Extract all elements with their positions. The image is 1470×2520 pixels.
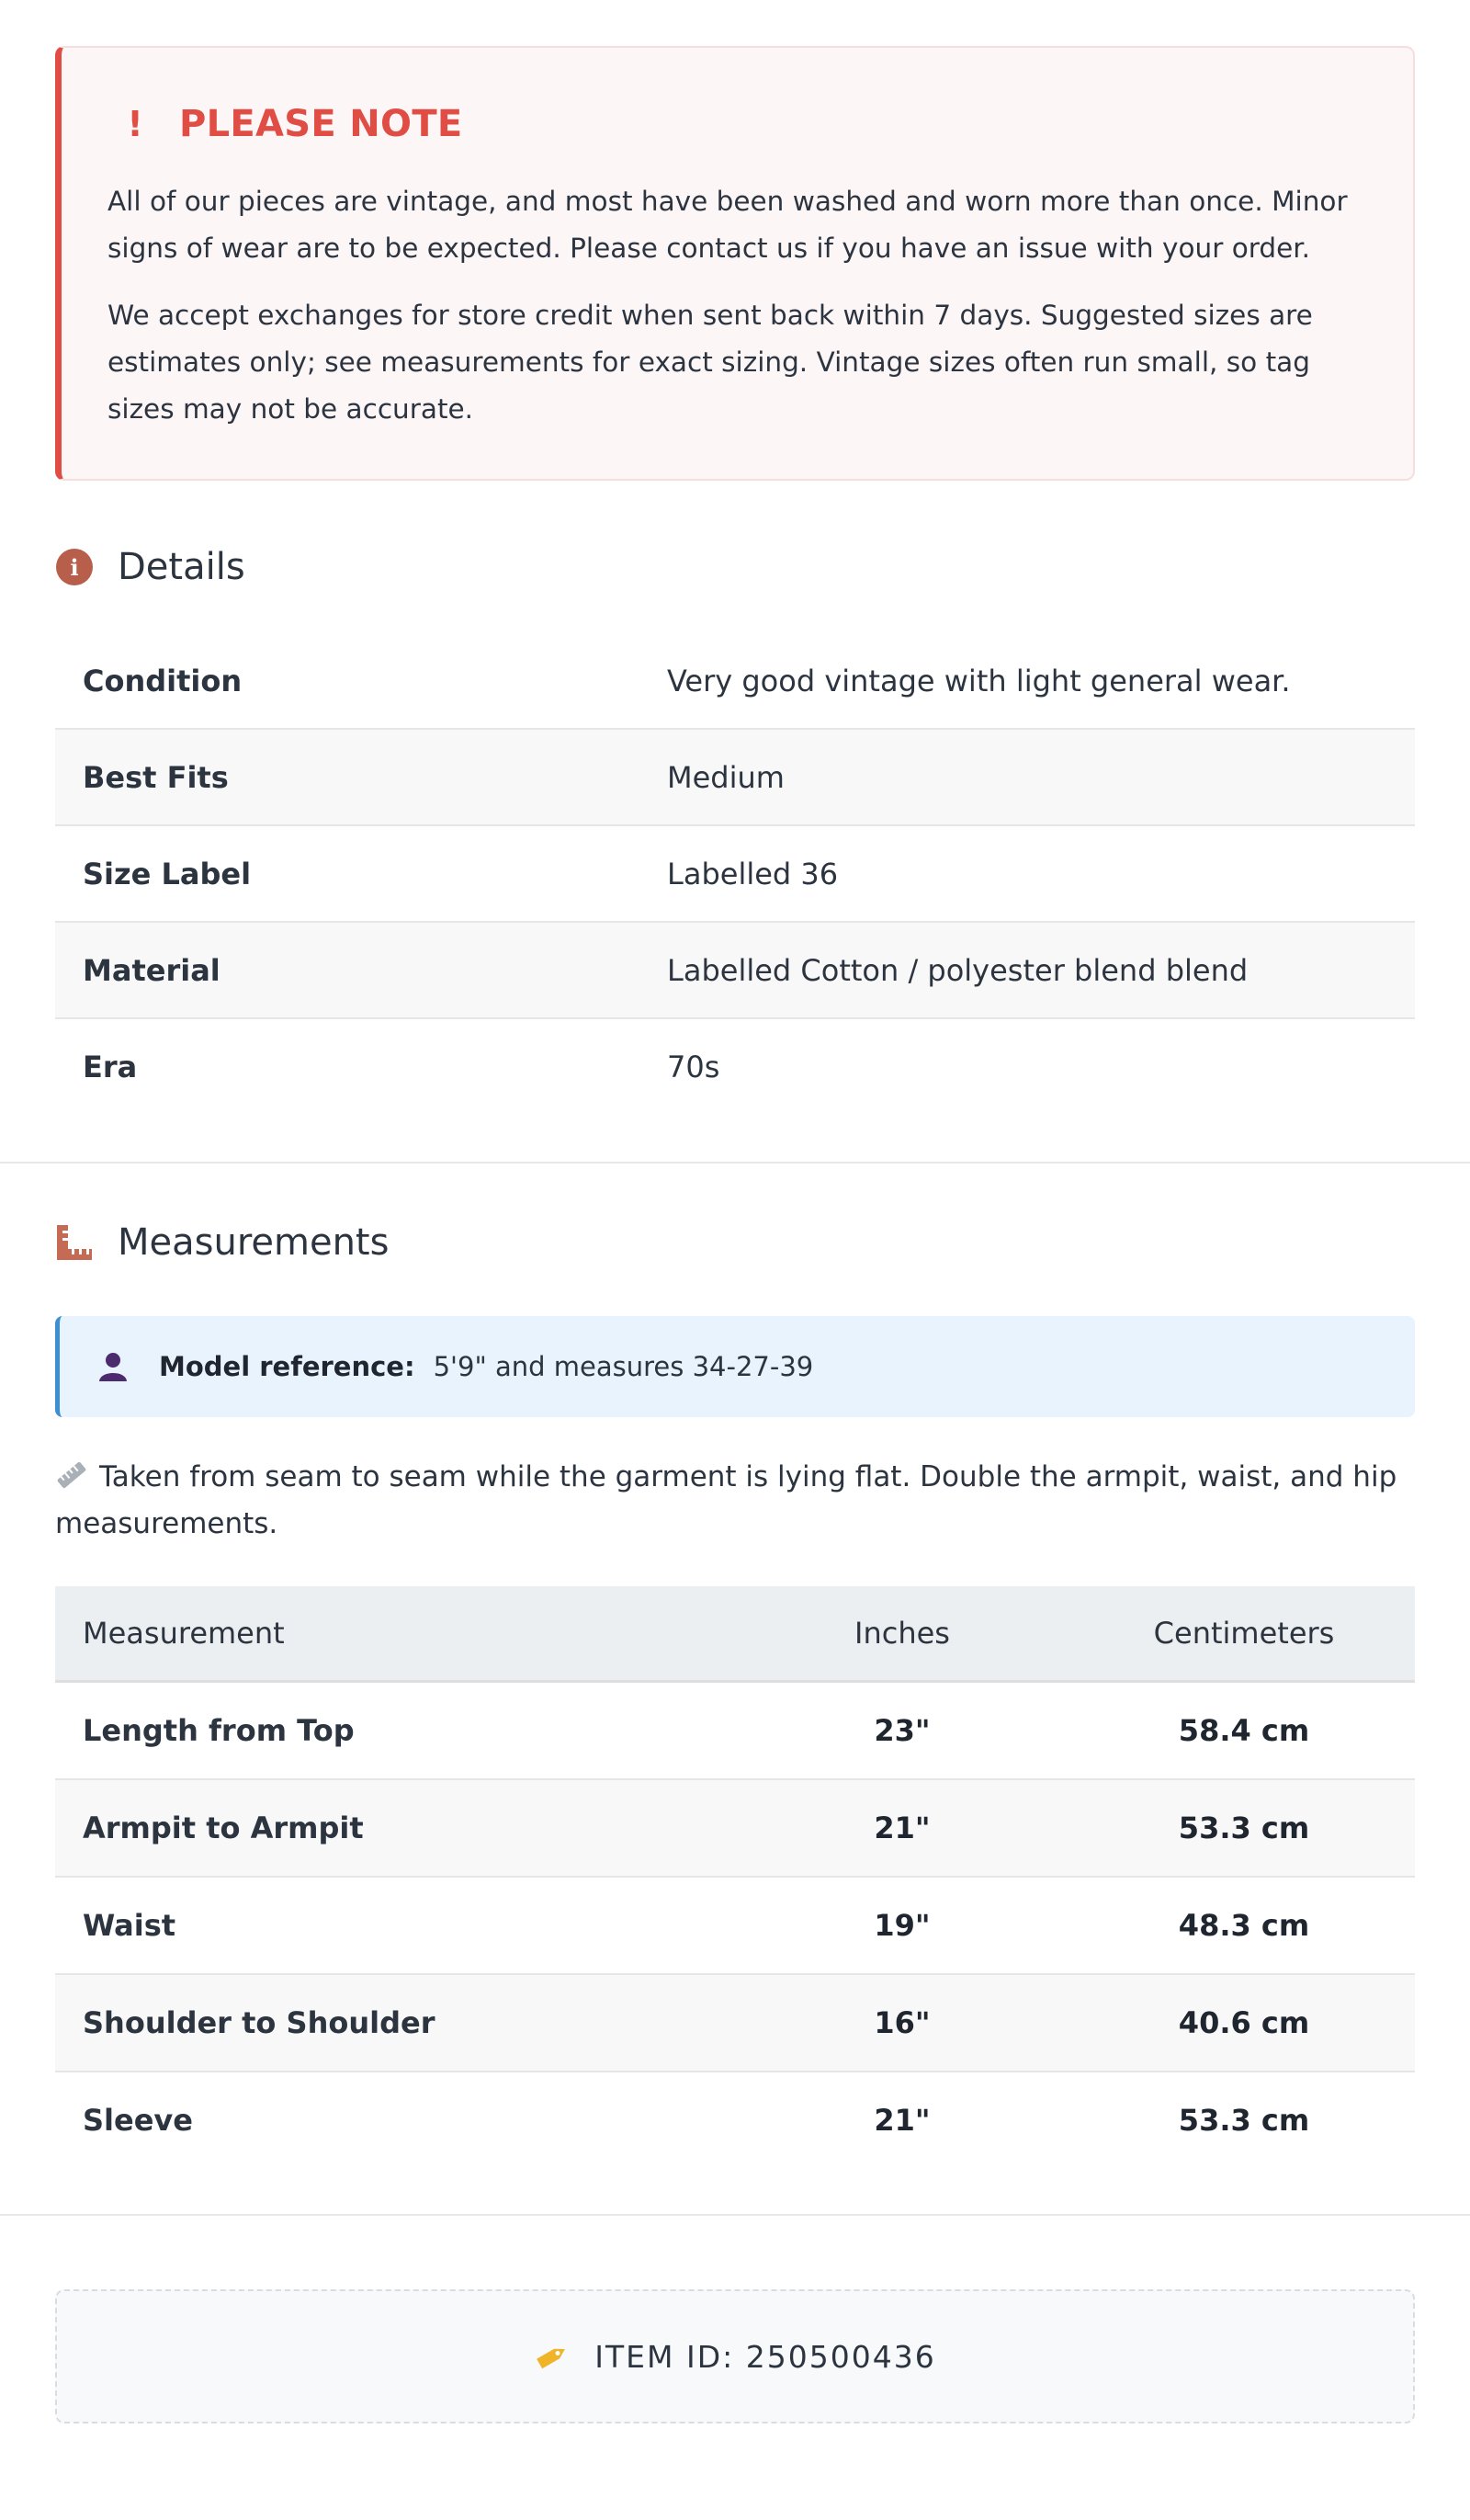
method-text: Taken from seam to seam while the garment is lying flat. Double the armpit, waist, and hip measurements. (55, 1460, 1397, 1540)
measurement-inches: 21" (874, 2103, 931, 2138)
table-row (55, 1877, 1415, 1974)
measurement-inches: 21" (731, 1779, 1073, 1877)
section-divider (0, 1162, 1470, 1164)
column-header: Measurement (55, 1586, 731, 1682)
model-reference-box (55, 1316, 1415, 1417)
column-header: Centimeters (1073, 1586, 1415, 1682)
measurement-method-note (55, 1454, 1415, 1548)
detail-label: Condition (55, 633, 667, 729)
detail-value: Medium (667, 729, 1415, 825)
notice-paragraph: We accept exchanges for store credit when sent back within 7 days. Suggested sizes are estimates only; see measurements for exact sizing. Vintage sizes often run small, so tag sizes may not be accurate. (107, 300, 1313, 425)
notice-title: PLEASE NOTE (179, 103, 463, 145)
measurements-table (55, 1586, 1415, 2168)
person-icon (96, 1350, 130, 1383)
measurements-title: Measurements (118, 1221, 390, 1264)
detail-label: Best Fits (55, 729, 667, 825)
detail-label: Size Label (55, 825, 667, 922)
measurement-name: Length from Top (55, 1682, 731, 1780)
ruler-icon (55, 1223, 94, 1262)
measurement-cm: 48.3 cm (1073, 1877, 1415, 1974)
measurement-inches: 23" (731, 1682, 1073, 1780)
item-id-box (55, 2289, 1415, 2424)
measurement-name: Armpit to Armpit (55, 1779, 731, 1877)
ruler-icon (55, 1459, 88, 1492)
table-row (55, 1682, 1415, 1780)
detail-label: Material (55, 922, 667, 1018)
measurement-cm: 53.3 cm (1178, 2103, 1310, 2138)
measurement-name: Sleeve (83, 2103, 193, 2138)
table-row (55, 2072, 1415, 2168)
section-divider (0, 2214, 1470, 2216)
measurement-cm: 53.3 cm (1073, 1779, 1415, 1877)
table-row (55, 633, 1415, 729)
measurement-name: Waist (55, 1877, 731, 1974)
detail-value: Labelled 36 (667, 825, 1415, 922)
detail-value: Very good vintage with light general wear. (667, 633, 1415, 729)
detail-value: 70s (667, 1049, 720, 1084)
detail-value: Labelled Cotton / polyester blend blend (667, 922, 1415, 1018)
table-row (55, 1974, 1415, 2072)
measurements-heading (55, 1215, 1415, 1270)
detail-label: Era (83, 1049, 138, 1084)
details-title: Details (118, 546, 245, 588)
measurement-inches: 16" (731, 1974, 1073, 2072)
item-id-label: ITEM ID: 250500436 (594, 2338, 936, 2375)
details-heading (55, 539, 1415, 595)
measurement-inches: 19" (731, 1877, 1073, 1974)
info-icon: i (55, 548, 94, 586)
model-reference-value: 5'9" and measures 34-27-39 (433, 1351, 814, 1382)
measurement-cm: 40.6 cm (1073, 1974, 1415, 2072)
tag-icon (534, 2338, 571, 2375)
measurement-name: Shoulder to Shoulder (55, 1974, 731, 2072)
model-reference-label: Model reference: (159, 1351, 415, 1382)
table-row (55, 1018, 1415, 1114)
table-row (55, 1779, 1415, 1877)
exclamation-icon: ! (127, 104, 143, 144)
please-note-box (55, 46, 1415, 481)
table-header-row (55, 1586, 1415, 1682)
table-row (55, 825, 1415, 922)
table-row (55, 922, 1415, 1018)
notice-header (107, 103, 1365, 145)
table-row (55, 729, 1415, 825)
notice-paragraph: All of our pieces are vintage, and most have been washed and worn more than once. Minor signs of wear are to be expected. Please contact us if you have an issue with your order. (107, 186, 1348, 264)
details-table (55, 633, 1415, 1114)
column-header: Inches (731, 1586, 1073, 1682)
measurement-cm: 58.4 cm (1073, 1682, 1415, 1780)
